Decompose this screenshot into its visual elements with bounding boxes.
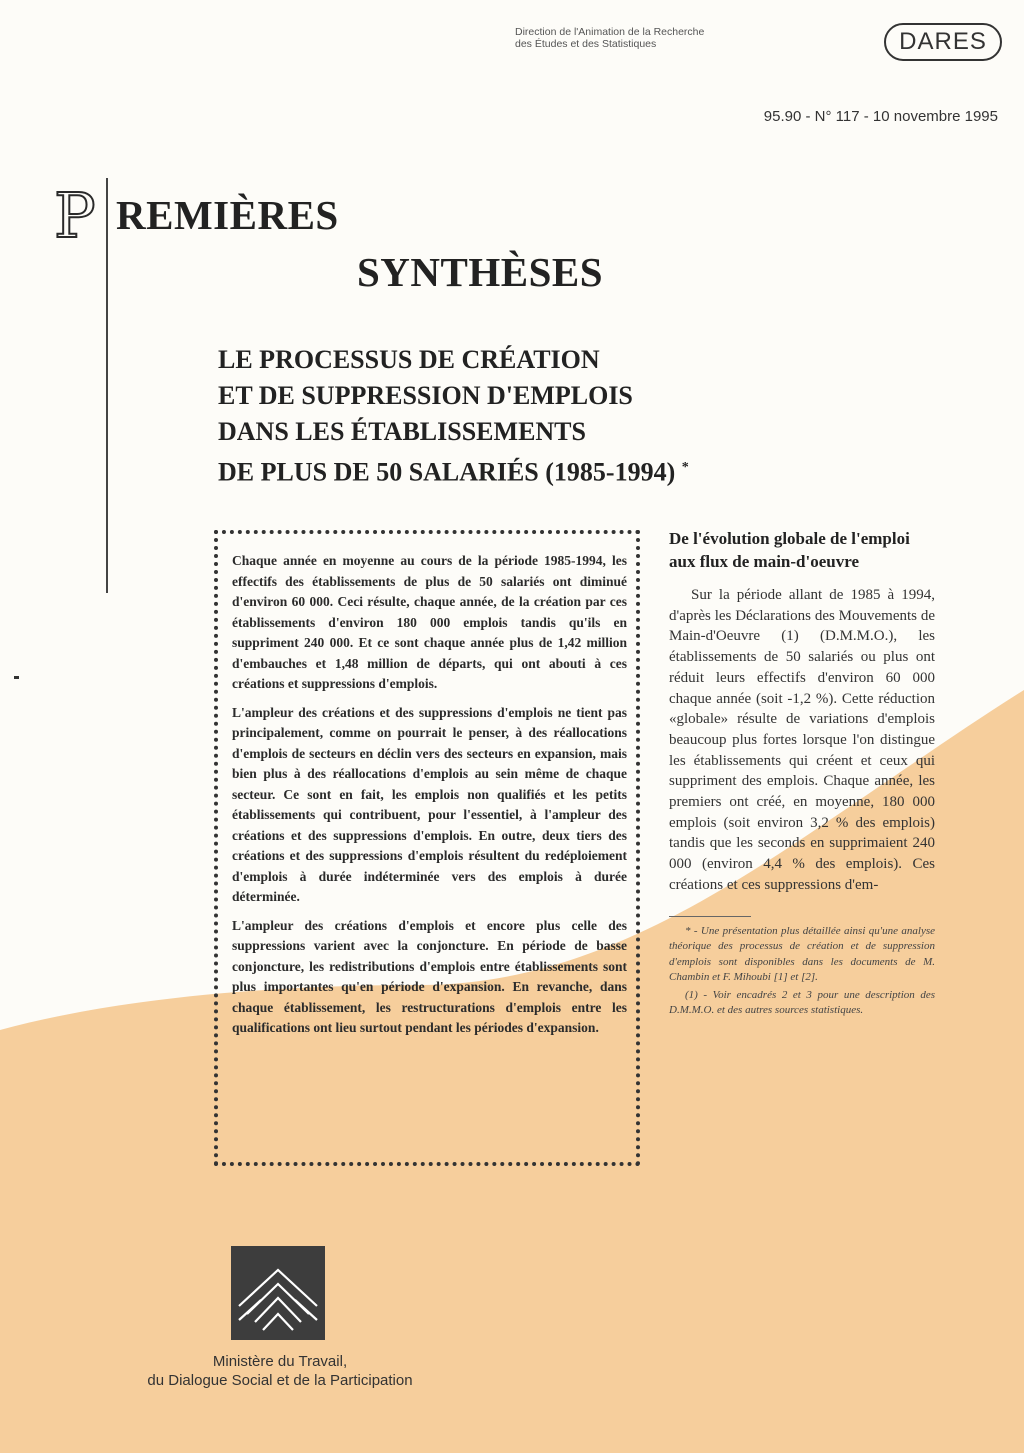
footnote-rule <box>669 916 751 917</box>
right-column <box>669 527 935 1021</box>
ministry-logo-icon <box>231 1246 325 1340</box>
series-title-word-1: REMIÈRES <box>116 192 339 238</box>
summary-paragraph-1: Chaque année en moyenne au cours de la période 1985-1994, les effectifs des établissements de plus de 50 salariés ont diminué d'environ 60 000. Ceci résulte, chaque année, de la création par ces établissements d'environ 180 000 emplois tandis qu'ils en suppriment 240 000. Et ce sont chaque année plus de 1,42 million d'embauches et 1,48 million de départs, qui ont abouti à ces créations et suppressions d'emplois. <box>232 553 627 691</box>
header-organization <box>515 26 845 50</box>
series-title-word-2: SYNTHÈSES <box>357 249 604 295</box>
org-line-2: des Études et des Statistiques <box>515 38 657 50</box>
ministry-name <box>110 1352 450 1390</box>
headline-line-4-text: DE PLUS DE 50 SALARIÉS (1985-1994) <box>218 457 676 487</box>
issue-number: 95.90 - N° 117 - 10 novembre 1995 <box>763 108 998 125</box>
headline-line-1: LE PROCESSUS DE CRÉATION <box>218 345 600 374</box>
footnote-2: (1) - Voir encadrés 2 et 3 pour une description des D.M.M.O. et des autres sources statistiques. <box>669 988 935 1017</box>
dares-badge: DARES <box>884 23 1002 61</box>
scan-mark <box>14 676 19 679</box>
series-initial-letter: P <box>54 179 96 252</box>
headline-footnote-marker: * <box>681 460 689 475</box>
footnote-1: * - Une présentation plus détaillée ainsi qu'une analyse théorique des processus de création et de suppression d'emplois sont disponibles dans les documents de M. Chambin et F. Mihoubi [1] et [2]. <box>669 924 935 984</box>
ministry-line-2: du Dialogue Social et de la Participation <box>147 1372 413 1389</box>
ministry-line-1: Ministère du Travail, <box>212 1353 348 1370</box>
article-headline <box>218 342 938 491</box>
summary-paragraph-2: L'ampleur des créations et des suppressions d'emplois ne tient pas principalement, comme on pourrait le penser, à des réallocations d'emplois de secteurs en déclin vers des secteurs en expansion, mais bien plus à des réallocations d'emplois au sein même de chaque secteur. Ce sont en fait, les emplois non qualifiés et les petits établissements qui contribuent, pour l'essentiel, à l'ampleur des créations et des suppressions d'emplois. En outre, deux tiers des créations et des suppressions d'emplois résultent du redéploiement d'emplois à durée indéterminée vers des emplois à durée déterminée. <box>232 704 627 904</box>
summary-box <box>214 530 640 1166</box>
section-heading: De l'évolution globale de l'emploi aux flux de main-d'oeuvre <box>669 529 910 571</box>
summary-paragraph-3: L'ampleur des créations d'emplois et encore plus celle des suppressions varient avec la conjoncture. En période de basse conjoncture, les redistributions d'emplois entre établissements sont plus importantes qu'en période d'expansion. En revanche, dans chaque établissement, les restructurations d'emplois entre les qualifications ont lieu surtout pendant les périodes d'expansion. <box>232 917 627 1035</box>
org-line-1: Direction de l'Animation de la Recherche <box>515 26 705 38</box>
headline-line-4 <box>218 450 938 491</box>
headline-line-3: DANS LES ÉTABLISSEMENTS <box>218 417 586 446</box>
headline-line-2: ET DE SUPPRESSION D'EMPLOIS <box>218 381 633 410</box>
section-body: Sur la période allant de 1985 à 1994, d'après les Déclarations des Mouvements de Main-d'Oeuvre (1) (D.M.M.O.), les établissements de 50 salariés ou plus ont réduit leurs effectifs d'environ 60 000 chaque année (soit -1,2 %). Cette réduction «globale» résulte de variations d'emplois beaucoup plus fortes lorsque l'on distingue les établissements qui créent et ceux qui suppriment des emplois. Chaque année, les premiers ont créé, en moyenne, 180 000 emplois (soit environ 3,2 % des emplois) tandis que les seconds en supprimaient 240 000 (environ 4,4 % des emplois). Ces créations et ces suppressions d'em- <box>669 587 935 893</box>
